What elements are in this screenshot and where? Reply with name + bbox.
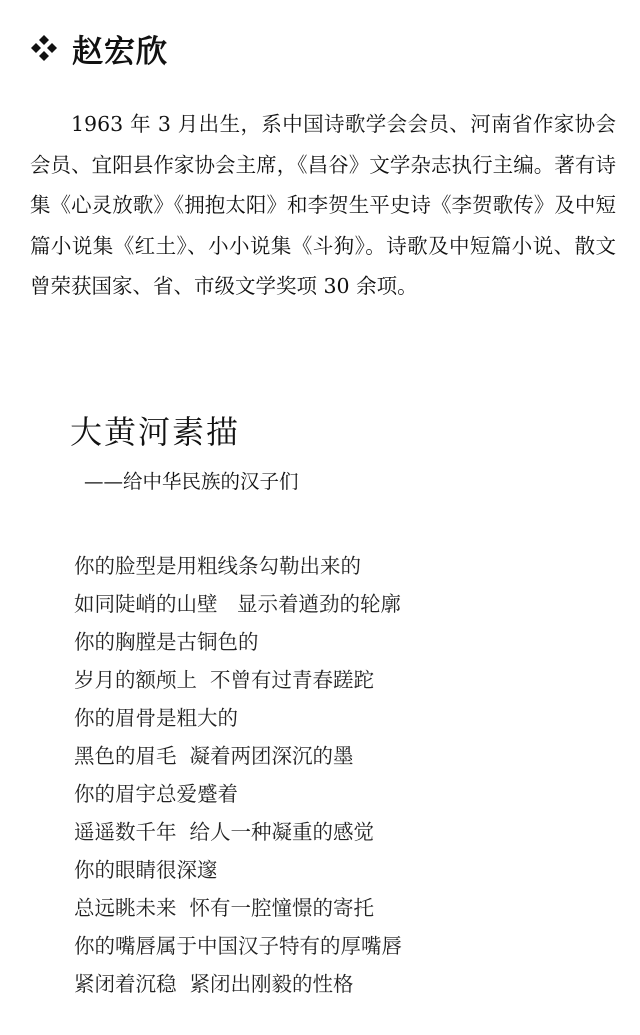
poem-line: 紧闭着沉稳 紧闭出刚毅的性格: [74, 972, 354, 996]
poem-line: 如同陡峭的山壁 显示着遒劲的轮廓: [74, 592, 402, 616]
poem-title: 大黄河素描: [70, 413, 241, 451]
author-name: 赵宏欣: [72, 33, 168, 70]
author-bio: 1963 年 3 月出生，系中国诗歌学会会员、河南省作家协会会员、宜阳县作家协会主席，《昌谷》文学杂志执行主编。著有诗集《心灵放歌》《拥抱太阳》和李贺生平史诗《李贺歌传》及中短篇小说集《红土》、小小说集《斗狗》。诗歌及中短篇小说、散文曾荣获国家、省、市级文学奖项 30 余项。: [30, 112, 616, 298]
diamond-bullet-icon: [30, 34, 58, 62]
poem-line: 你的眼睛很深邃: [74, 858, 218, 882]
poem-line: 黑色的眉毛 凝着两团深沉的墨: [74, 744, 354, 768]
poem-line: 你的嘴唇属于中国汉子特有的厚嘴唇: [74, 934, 402, 958]
poem-line: 你的胸膛是古铜色的: [74, 630, 259, 654]
poem-line: 你的脸型是用粗线条勾勒出来的: [74, 554, 361, 578]
poem-line: 遥遥数千年 给人一种凝重的感觉: [74, 820, 375, 844]
poem-line: 总远眺未来 怀有一腔憧憬的寄托: [74, 896, 375, 920]
poem-line: 你的眉宇总爱蹙着: [74, 782, 238, 806]
poem-line: 你的眉骨是粗大的: [74, 706, 238, 730]
poem-line: 岁月的额颅上 不曾有过青春蹉跎: [74, 668, 375, 692]
poem-subtitle: ——给中华民族的汉子们: [84, 470, 299, 493]
poem-body: [74, 547, 402, 1003]
author-header: [30, 24, 168, 72]
